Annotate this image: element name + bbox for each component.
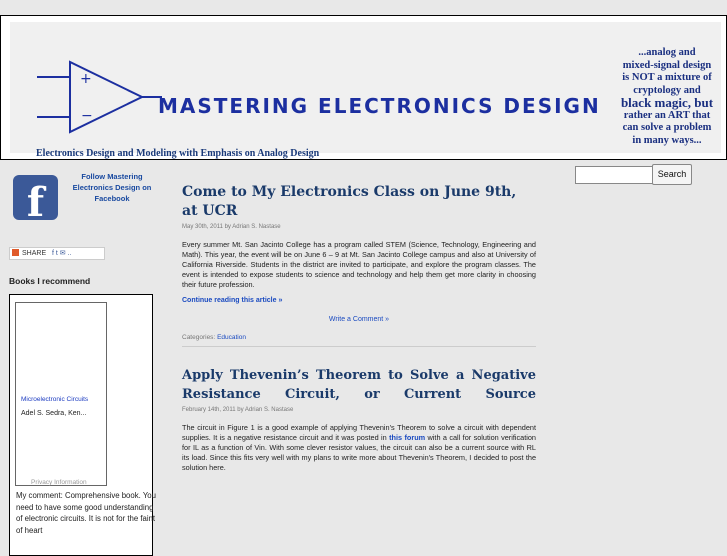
- quote-line: rather an ART that: [623, 109, 711, 121]
- quote-line: in many ways...: [632, 134, 702, 146]
- post-meta: February 14th, 2011 by Adrian S. Nastase: [182, 407, 294, 413]
- quote-line: cryptology and: [633, 84, 701, 96]
- book-author: Adel S. Sedra, Ken...: [21, 410, 87, 417]
- post-title-link[interactable]: Come to My Electronics Class on June 9th, at UCR: [182, 184, 517, 219]
- site-tagline: Electronics Design and Modeling with Emphasis on Analog Design: [36, 148, 320, 159]
- forum-link[interactable]: this forum: [389, 433, 426, 442]
- share-button[interactable]: [9, 247, 105, 260]
- post-body-text: with a call for solution verification for IL as a function of Vin. With some clever resistor values, the circuit can also be a current source with RL its load. Since this fits very well with my plans to write more about Thevenin's Theorem, I decided to post the solution here.: [182, 433, 536, 472]
- book-title-link[interactable]: Microelectronic Circuits: [21, 396, 89, 403]
- books-heading: Books I recommend: [9, 276, 91, 286]
- post-meta: May 30th, 2011 by Adrian S. Nastase: [182, 224, 281, 230]
- share-social-icons: f t ✉ ..: [51, 250, 72, 257]
- quote-line: black magic, but: [620, 95, 714, 110]
- facebook-icon[interactable]: f: [13, 175, 58, 220]
- post-title-link[interactable]: Apply Thevenin’s Theorem to Solve a Negative Resistance Circuit, or Current Source: [182, 368, 536, 402]
- post: [182, 183, 536, 347]
- privacy-link[interactable]: Privacy Information: [31, 479, 87, 486]
- post-body: [182, 423, 536, 473]
- banner-inner: [10, 22, 721, 159]
- header-banner: [0, 15, 727, 160]
- quote-line: can solve a problem: [622, 122, 712, 133]
- search-button[interactable]: Search: [652, 164, 692, 185]
- share-icon: [12, 249, 19, 256]
- book-ad[interactable]: [15, 302, 107, 486]
- quote-line: is NOT a mixture of: [622, 72, 712, 83]
- header-quote: [613, 47, 721, 147]
- svg-text:−: −: [81, 108, 93, 124]
- post: [182, 366, 536, 473]
- share-label: SHARE: [22, 250, 47, 257]
- continue-reading-link[interactable]: Continue reading this article »: [182, 297, 283, 304]
- book-comment: My comment: Comprehensive book. You need to have some good understanding of electronic circuits. It is not for the faint of heart: [16, 491, 156, 535]
- facebook-follow-link[interactable]: Follow Mastering Electronics Design on Facebook: [72, 172, 152, 203]
- site-logo-text[interactable]: MASTERING ELECTRONICS DESIGN: [158, 94, 601, 118]
- search-input[interactable]: [575, 166, 653, 184]
- quote-line: ...analog and: [638, 47, 696, 58]
- post-body-text: The circuit in Figure 1 is a good example of applying Thevenin's Theorem to solve a circuit with dependent supplies. It is a negative resistance circuit and it was posted in: [182, 423, 536, 442]
- book-widget: [9, 294, 156, 556]
- post-body: Every summer Mt. San Jacinto College has a program called STEM (Science, Technology, Engineering and Math). This year, the event will be on June 6 – 9 at Mt. San Jacinto College campus and also at University of California Riverside. Students in the district are invited to participate, and explore the program classes. The event is intended to expose students to science and technology and help them get more clarity in choosing their future profession.: [182, 240, 536, 289]
- quote-line: mixed-signal design: [622, 59, 712, 71]
- category-link[interactable]: Education: [217, 334, 246, 341]
- write-comment-link[interactable]: Write a Comment »: [328, 316, 390, 323]
- post-categories: [182, 334, 536, 347]
- svg-text:+: +: [80, 71, 92, 87]
- categories-label: Categories:: [182, 334, 216, 341]
